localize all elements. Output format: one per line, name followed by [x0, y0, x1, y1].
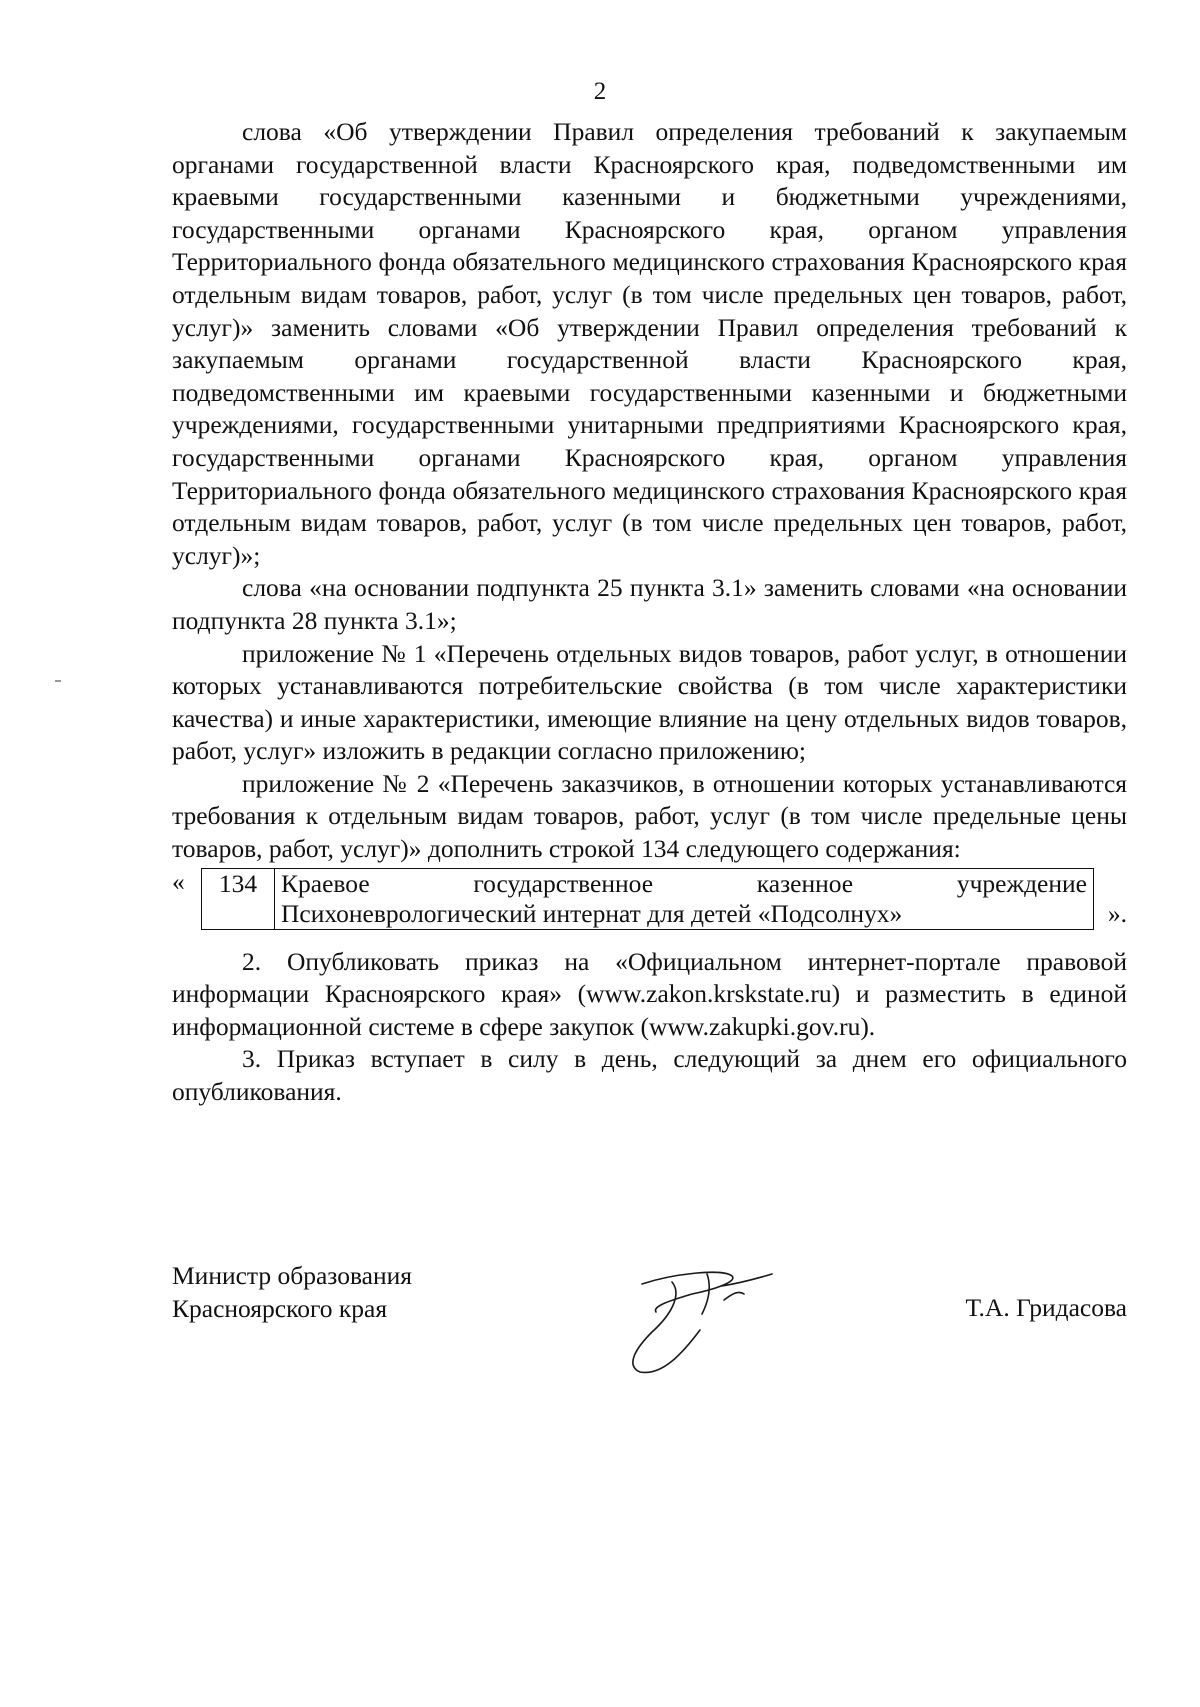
signatory-name: Т.А. Гридасова — [965, 1293, 1127, 1322]
row-content-line-1: Краевое государственное казенное учреждение — [281, 868, 1087, 898]
paragraph-appendix-2: приложение № 2 «Перечень заказчиков, в отношении которых устанавливаются требования к отдельным видам товаров, работ, услуг (в том числе предельные цены товаров, работ, услуг)» дополнить строкой 134 следующего содержания: — [172, 768, 1127, 864]
row-content — [275, 868, 1094, 929]
paragraph-rename-subpoint: слова «на основании подпункта 25 пункта 3.1» заменить словами «на основании подпункта 28 пункта 3.1»; — [172, 573, 1127, 635]
signatory-title-line-2: Красноярского края — [172, 1293, 388, 1323]
paragraph-rename-title: слова «Об утверждении Правил определения требований к закупаемым органами государственной власти Красноярского края, подведомственными им краевыми государственными казенными и бюджетными учреждениями, государственными органами Красноярского края, органом управления Территориального фонда обязательного медицинского страхования Красноярского края отдельным видам товаров, работ, услуг (в том числе предельных цен товаров, работ, услуг)» заменить словами «Об утверждении Правил определения требований к закупаемым органами государственной власти Красноярского края, подведомственными им краевыми государственными казенными и бюджетными учреждениями, государственными унитарными предприятиями Красноярского края, государственными органами Красноярского края, органом управления Территориального фонда обязательного медицинского страхования Красноярского края отдельным видам товаров, работ, услуг (в том числе предельных цен товаров, работ, услуг)»; — [172, 117, 1127, 570]
open-quote: « — [172, 866, 185, 896]
paragraph-publish: 2. Опубликовать приказ на «Официальном интернет-портале правовой информации Красноярского края» (www.zakon.krskstate.ru) и разместить в единой информационной системе в сфере закупок (www.zakupki.gov.ru). — [172, 946, 1127, 1041]
handwritten-signature — [612, 1254, 782, 1379]
row-number: 134 — [202, 868, 275, 929]
paragraph-appendix-1: приложение № 1 «Перечень отдельных видов товаров, работ услуг, в отношении которых устанавливаются потребительские свойства (в том числе характеристики качества) и иные характеристики, имеющие влияние на цену отдельных видов товаров, работ, услуг» изложить в редакции согласно приложению; — [172, 638, 1127, 766]
paragraph-effective-date: 3. Приказ вступает в силу в день, следующий за днем его официального опубликования. — [172, 1044, 1127, 1107]
signatory-title — [172, 1260, 412, 1325]
row-content-line-2: Психоневрологический интернат для детей «Подсолнух» — [281, 898, 903, 928]
inserted-row-block — [172, 866, 1127, 946]
document-body — [172, 116, 1127, 1109]
signatory-title-line-1: Министр образования — [172, 1261, 413, 1290]
close-quote: ». — [1107, 898, 1127, 928]
page-number: 2 — [593, 78, 607, 105]
margin-mark — [55, 680, 61, 682]
table-row — [202, 868, 1094, 929]
inserted-row-table — [201, 868, 1094, 930]
